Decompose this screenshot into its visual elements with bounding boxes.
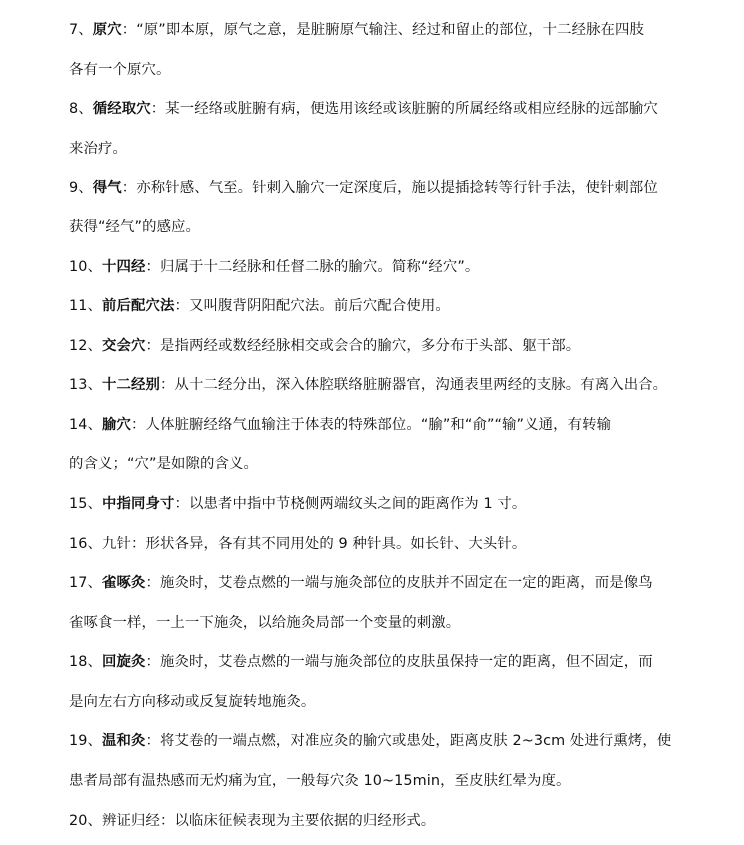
entry-term: 循经取穴 [92, 101, 151, 117]
entry-term: 腧穴 [102, 417, 131, 433]
entry-separator: ： [159, 377, 175, 393]
entry-number: 14、 [69, 417, 103, 433]
entry-separator: ： [174, 496, 189, 512]
entry-number: 18、 [69, 654, 103, 670]
entry-term: 十四经 [102, 259, 146, 275]
entry-14-line-1 [69, 414, 729, 436]
entry-separator: ： [145, 575, 160, 591]
entry-number: 15、 [69, 496, 103, 512]
entry-number: 10、 [69, 259, 103, 275]
entry-separator: ： [121, 180, 137, 196]
entry-8-line-2: 来治疗。 [69, 141, 127, 157]
entry-17-line-1 [69, 572, 729, 594]
entry-7-line-1 [69, 19, 729, 41]
entry-text: 某一经络或脏腑有病，便选用该经或该脏腑的所属经络或相应经脉的远部腧穴 [165, 101, 658, 117]
entry-12-line-1 [69, 335, 729, 357]
entry-9-line-1 [69, 177, 729, 199]
entry-separator: ： [145, 259, 160, 275]
entry-7-line-2: 各有一个原穴。 [69, 62, 171, 78]
entry-separator: ： [174, 298, 189, 314]
entry-text: 从十二经分出，深入体腔联络脏腑器官，沟通表里两经的支脉。有离入出合。 [174, 377, 668, 393]
entry-separator: ： [145, 654, 160, 670]
entry-14-line-2: 的含义；“穴”是如隙的含义。 [69, 456, 258, 472]
entry-number: 12、 [69, 338, 103, 354]
entry-term: 十二经别 [102, 377, 160, 393]
entry-text: 是指两经或数经经脉相交或会合的腧穴，多分布于头部、躯干部。 [160, 338, 581, 354]
entry-text: 归属于十二经脉和任督二脉的腧穴。简称“经穴”。 [160, 259, 480, 275]
entry-17-line-2: 雀啄食一样，一上一下施灸，以给施灸局部一个变量的刺激。 [69, 615, 461, 631]
entry-number: 13、 [69, 377, 103, 393]
entry-text: 人体脏腑经络气血输注于体表的特殊部位。“腧”和“俞”“输”义通，有转输 [145, 417, 612, 433]
entry-number: 7、 [69, 22, 93, 38]
entry-20-line-1 [69, 810, 729, 832]
entry-18-line-2: 是向左右方向移动或反复旋转地施灸。 [69, 694, 316, 710]
entry-text: 亦称针感、气至。针刺入腧穴一定深度后，施以提插捻转等行针手法，使针刺部位 [136, 180, 658, 196]
entry-10-line-1 [69, 256, 729, 278]
entry-text: 将艾卷的一端点燃，对准应灸的腧穴或患处，距离皮肤 2~3cm 处进行熏烤，使 [160, 733, 672, 749]
entry-text: 九针：形状各异，各有其不同用处的 9 种针具。如长针、大头针。 [102, 536, 527, 552]
entry-18-line-1 [69, 651, 729, 673]
entry-9-line-2: 获得“经气”的感应。 [69, 219, 201, 235]
entry-16-line-1 [69, 533, 729, 555]
entry-text: 施灸时，艾卷点燃的一端与施灸部位的皮肤虽保持一定的距离，但不固定，而 [160, 654, 653, 670]
entry-separator: ： [121, 22, 137, 38]
entry-15-line-1 [69, 493, 729, 515]
entry-19-line-2: 患者局部有温热感而无灼痛为宜，一般每穴灸 10~15min，至皮肤红晕为度。 [69, 773, 571, 789]
entry-13-line-1 [69, 374, 729, 396]
entry-number: 16、 [69, 536, 103, 552]
entry-number: 17、 [69, 575, 103, 591]
entry-19-line-1 [69, 730, 729, 752]
entry-text: 以患者中指中节桡侧两端纹头之间的距离作为 1 寸。 [188, 496, 527, 512]
entry-separator: ： [150, 101, 166, 117]
entry-term: 得气 [92, 180, 122, 196]
entry-separator: ： [131, 417, 146, 433]
entry-number: 19、 [69, 733, 103, 749]
entry-text: 又叫腹背阴阳配穴法。前后穴配合使用。 [188, 298, 450, 314]
entry-term: 温和灸 [102, 733, 146, 749]
entry-text: “原”即本原，原气之意，是脏腑原气输注、经过和留止的部位，十二经脉在四肢 [136, 22, 645, 38]
entry-number: 9、 [69, 180, 93, 196]
entry-8-line-1 [69, 98, 729, 120]
entry-term: 原穴 [92, 22, 122, 38]
entry-term: 回旋灸 [102, 654, 146, 670]
entry-number: 11、 [69, 298, 103, 314]
entry-term: 中指同身寸 [102, 496, 175, 512]
entry-text: 施灸时，艾卷点燃的一端与施灸部位的皮肤并不固定在一定的距离，而是像鸟 [160, 575, 653, 591]
entry-text: 辨证归经：以临床征候表现为主要依据的归经形式。 [102, 813, 436, 829]
entry-number: 8、 [69, 101, 93, 117]
entry-term: 交会穴 [102, 338, 146, 354]
entry-number: 20、 [69, 813, 103, 829]
entry-term: 前后配穴法 [102, 298, 175, 314]
entry-separator: ： [145, 338, 160, 354]
entry-separator: ： [145, 733, 160, 749]
entry-11-line-1 [69, 295, 729, 317]
entry-term: 雀啄灸 [102, 575, 146, 591]
